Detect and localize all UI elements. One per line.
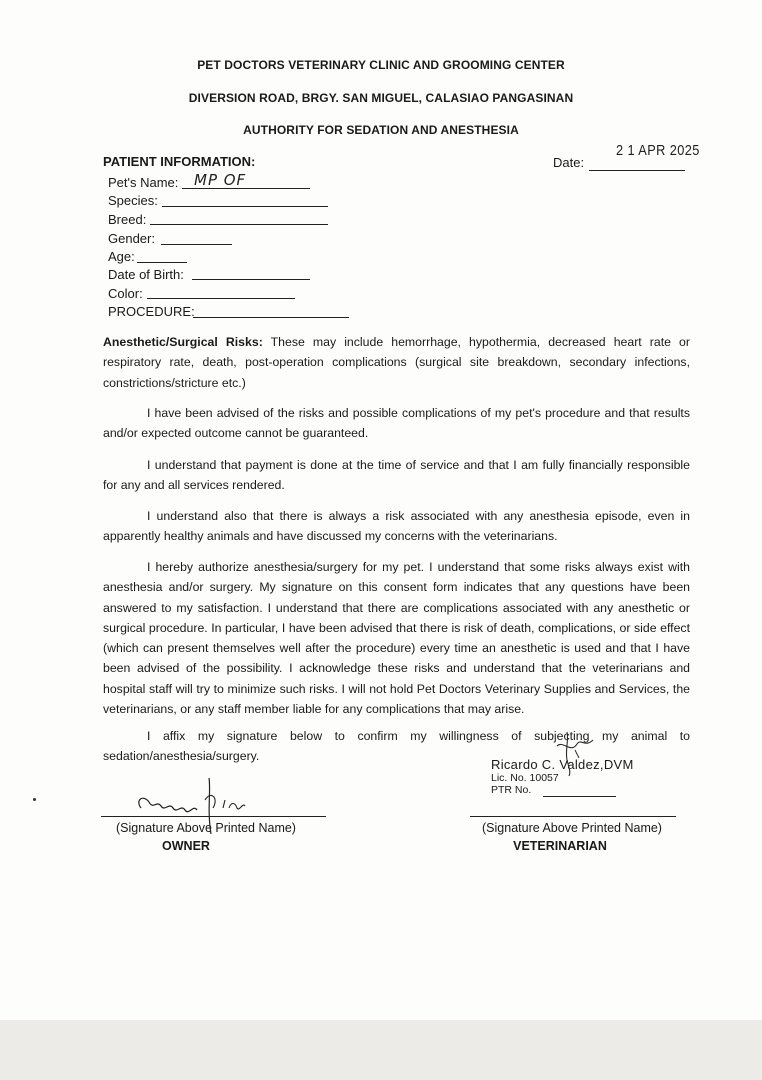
risks-heading: Anesthetic/Surgical Risks: [103,335,263,349]
patient-info-heading: PATIENT INFORMATION: [103,154,256,169]
gender-label: Gender: [108,231,155,246]
dob-label: Date of Birth: [108,267,184,282]
stray-mark [33,798,36,801]
procedure-line [193,317,349,318]
date-stamp: 2 1 APR 2025 [616,142,700,159]
gender-line [161,244,232,245]
pet-name-label: Pet's Name: [108,175,179,190]
pet-name-handwritten: MP OF [194,171,247,189]
form-title: AUTHORITY FOR SEDATION AND ANESTHESIA [243,123,519,137]
age-label: Age: [108,249,135,264]
clinic-address: DIVERSION ROAD, BRGY. SAN MIGUEL, CALASIAO PANGASINAN [188,91,574,105]
scan-bottom-margin [0,1020,762,1080]
risks-text: These may include hemorrhage, hypothermia, decreased heart rate or respiratory rate, death, post-operation complications (surgical site breakdown, secondary infections, constrictions/stricture etc.) [103,335,690,390]
vet-signature [545,728,605,778]
risks-paragraph [103,332,690,393]
vet-caption: (Signature Above Printed Name) [482,821,662,835]
vet-stamp-ptr: PTR No. [491,784,532,796]
ptr-line [543,796,616,797]
breed-label: Breed: [108,212,147,227]
vet-signature-line [470,816,676,817]
color-line [147,298,295,299]
date-line [589,170,685,171]
procedure-label: PROCEDURE: [108,304,195,319]
paragraph-5: I affix my signature below to confirm my willingness of subjecting my animal to sedation/anesthesia/surgery. [103,729,690,764]
color-label: Color: [108,286,143,301]
owner-role: OWNER [162,839,210,853]
vet-role: VETERINARIAN [513,839,607,853]
vet-stamp-license: Lic. No. 10057 [491,772,559,784]
clinic-name: PET DOCTORS VETERINARY CLINIC AND GROOMING CENTER [197,58,565,72]
paragraph-4: I hereby authorize anesthesia/surgery for my pet. I understand that some risks always exist with anesthesia and/or surgery. My signature on this consent form indicates that any questions have been answered to my satisfaction. I understand that there are complications associated with any anesthetic or surgical procedure. In particular, I have been advised that there is risk of death, complications, or side effect (which can present themselves well after the procedure) every time an anesthetic is used and that I have been advised of the possibility. I acknowledge these risks and understand that the veterinarians and hospital staff will try to minimize such risks. I will not hold Pet Doctors Veterinary Supplies and Services, the veterinarians, or any staff member liable for any complications that may arise. [103,560,690,717]
age-line [137,262,187,263]
owner-caption: (Signature Above Printed Name) [116,821,296,835]
breed-line [150,224,328,225]
paragraph-2: I understand that payment is done at the time of service and that I am fully financially responsible for any and all services rendered. [103,458,690,493]
date-label: Date: [553,155,585,170]
vet-stamp-name: Ricardo C. Valdez,DVM [491,757,634,772]
paragraph-1: I have been advised of the risks and possible complications of my pet's procedure and that results and/or expected outcome cannot be guaranteed. [103,406,690,441]
paragraph-3: I understand also that there is always a risk associated with any anesthesia episode, even in apparently healthy animals and have discussed my concerns with the veterinarians. [103,509,690,544]
species-label: Species: [108,193,158,208]
species-line [162,206,328,207]
dob-line [192,279,310,280]
